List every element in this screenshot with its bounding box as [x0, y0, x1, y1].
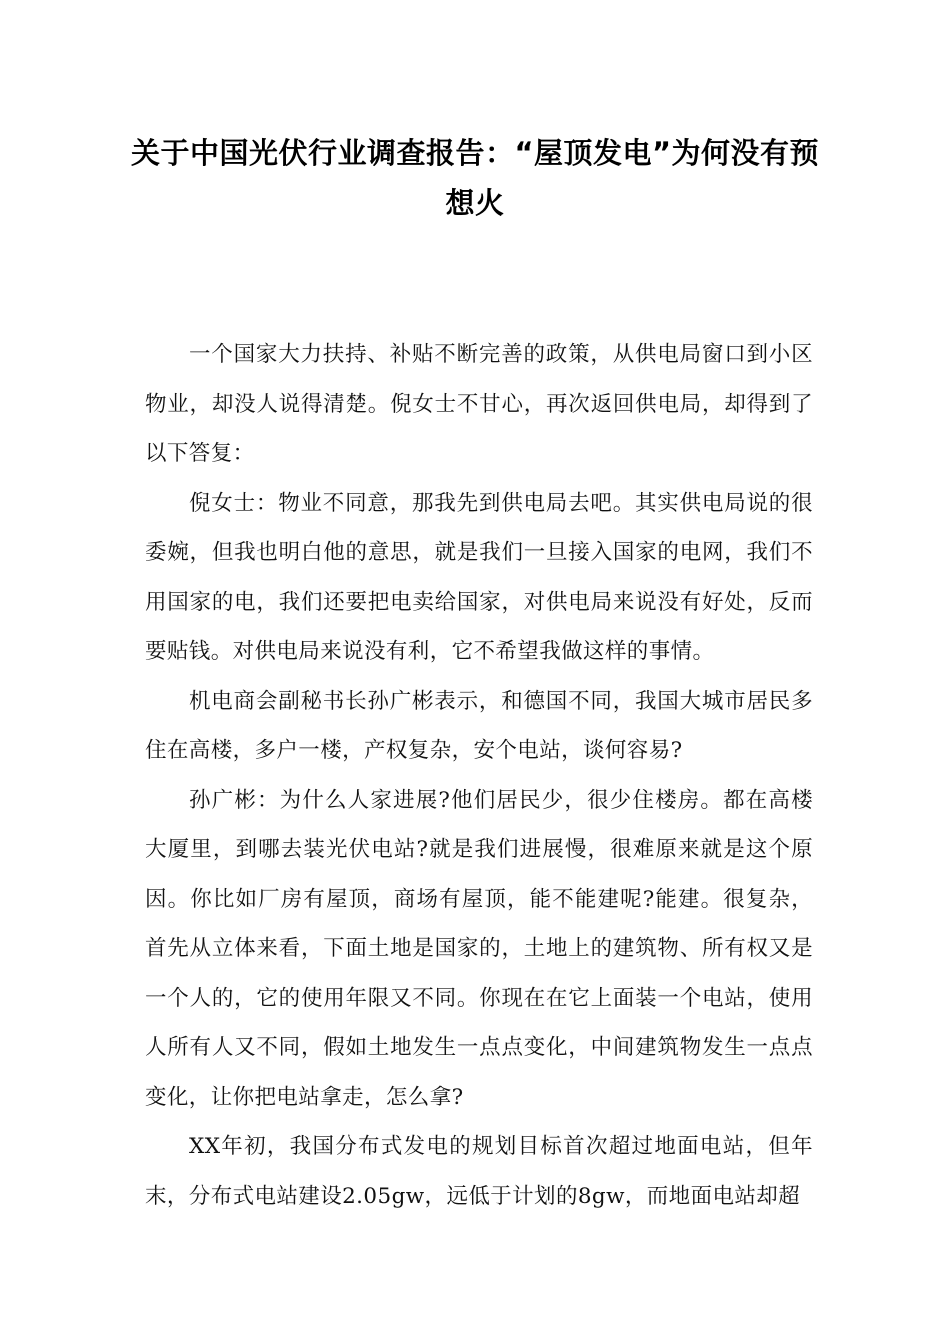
paragraph-4: 孙广彬：为什么人家进展?他们居民少，很少住楼房。都在高楼大厦里，到哪去装光伏电站?就是我们进展慢，很难原来就是这个原因。你比如厂房有屋顶，商场有屋顶，能不能建呢?能建。很复杂，首先从立体来看，下面土地是国家的，土地上的建筑物、所有权又是一个人的，它的使用年限又不同。你现在在它上面装一个电站，使用人所有人又不同，假如土地发生一点点变化，中间建筑物发生一点点变化，让你把电站拿走，怎么拿? [145, 787, 813, 1110]
paragraph-2: 倪女士：物业不同意，那我先到供电局去吧。其实供电局说的很委婉，但我也明白他的意思，就是我们一旦接入国家的电网，我们不用国家的电，我们还要把电卖给国家，对供电局来说没有好处，反而要贴钱。对供电局来说没有利，它不希望我做这样的事情。 [145, 490, 813, 664]
document-body [145, 330, 813, 1221]
document-title: 关于中国光伏行业调查报告：“屋顶发电”为何没有预想火 [130, 136, 820, 220]
paragraph-3: 机电商会副秘书长孙广彬表示，和德国不同，我国大城市居民多住在高楼，多户一楼，产权复杂，安个电站，谈何容易? [145, 688, 813, 763]
paragraph-5: XX年初，我国分布式发电的规划目标首次超过地面电站，但年末，分布式电站建设2.05gw，远低于计划的8gw，而地面电站却超 [145, 1134, 813, 1209]
paragraph-1: 一个国家大力扶持、补贴不断完善的政策，从供电局窗口到小区物业，却没人说得清楚。倪女士不甘心，再次返回供电局，却得到了以下答复： [145, 342, 813, 466]
